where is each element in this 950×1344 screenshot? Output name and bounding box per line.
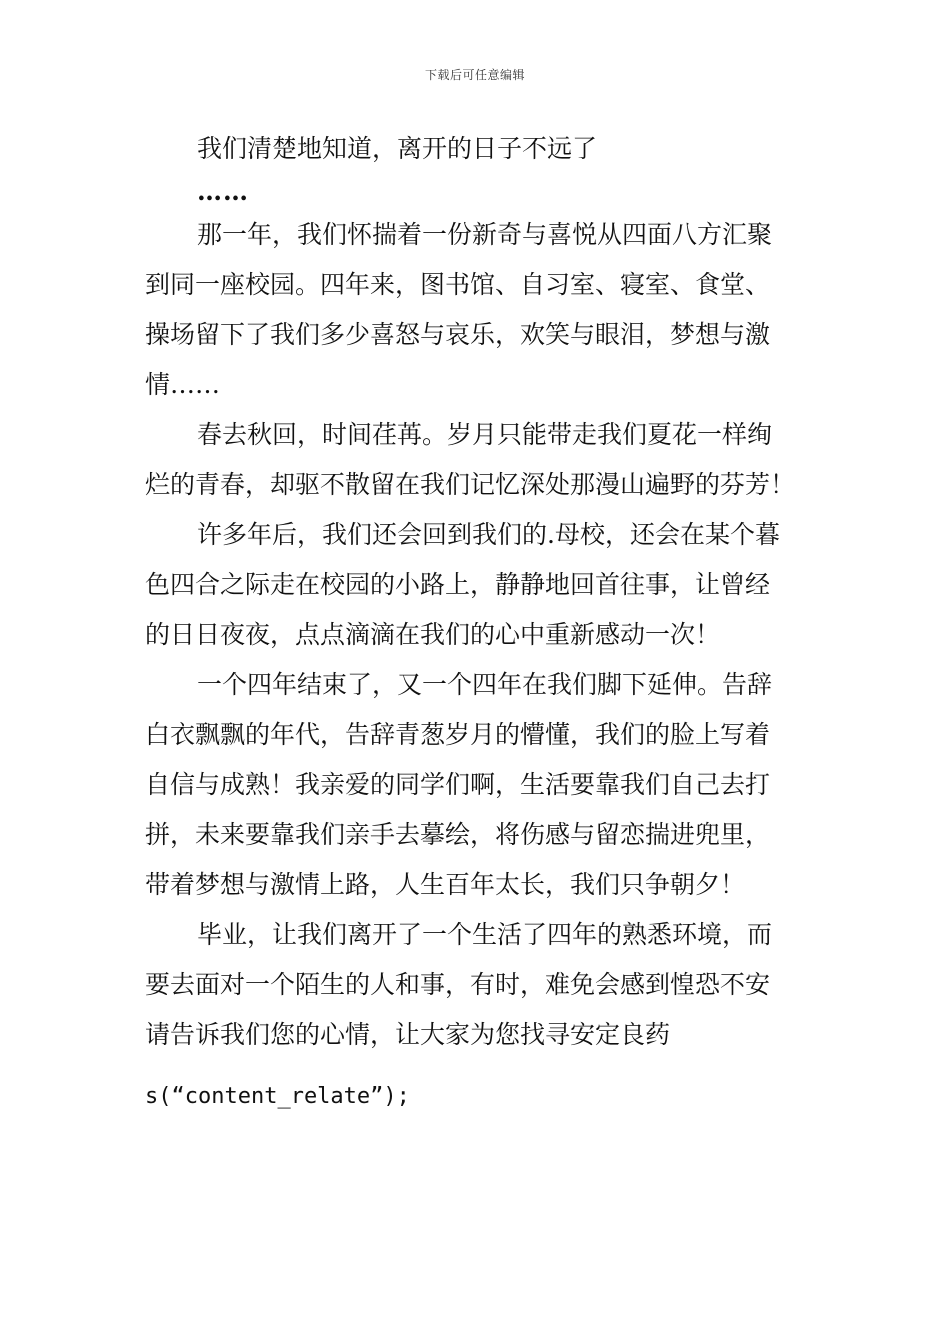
text-line: 色四合之际走在校园的小路上，静静地回首往事，让曾经 [145,570,771,599]
paragraph-start-line: 一个四年结束了，又一个四年在我们脚下延伸。告辞 [197,670,773,699]
ellipsis-line: …… [197,177,249,206]
text-line: 情…… [145,370,221,399]
document-body [145,124,810,1122]
code-snippet-line: s(“content_relate”); [145,1084,410,1109]
text-line: 烂的青春，却驱不散留在我们记忆深处那漫山遍野的芬芳！ [145,470,796,499]
text-line: 的日日夜夜，点点滴滴在我们的心中重新感动一次！ [145,620,721,649]
text-line: 要去面对一个陌生的人和事，有时，难免会感到惶恐不安 [145,970,771,999]
page-header: 下载后可任意编辑 [424,68,525,82]
paragraph-start-line: 那一年，我们怀揣着一份新奇与喜悦从四面八方汇聚 [197,220,773,249]
text-line: 自信与成熟！我亲爱的同学们啊，生活要靠我们自己去打 [145,770,771,799]
text-line: 我们清楚地知道，离开的日子不远了 [197,134,598,163]
paragraph-start-line: 许多年后，我们还会回到我们的.母校，还会在某个暮 [197,520,780,549]
paragraph-start-line: 春去秋回，时间荏苒。岁月只能带走我们夏花一样绚 [197,420,773,449]
text-line: 请告诉我们您的心情，让大家为您找寻安定良药 [145,1020,671,1049]
text-line: 带着梦想与激情上路，人生百年太长，我们只争朝夕！ [145,870,746,899]
text-line: 操场留下了我们多少喜怒与哀乐，欢笑与眼泪，梦想与激 [145,320,771,349]
text-line: 到同一座校园。四年来，图书馆、自习室、寝室、食堂、 [145,270,771,299]
text-line: 拼，未来要靠我们亲手去摹绘，将伤感与留恋揣进兜里， [145,820,771,849]
paragraph-start-line: 毕业，让我们离开了一个生活了四年的熟悉环境，而 [197,920,773,949]
text-line: 白衣飘飘的年代，告辞青葱岁月的懵懂，我们的脸上写着 [145,720,771,749]
